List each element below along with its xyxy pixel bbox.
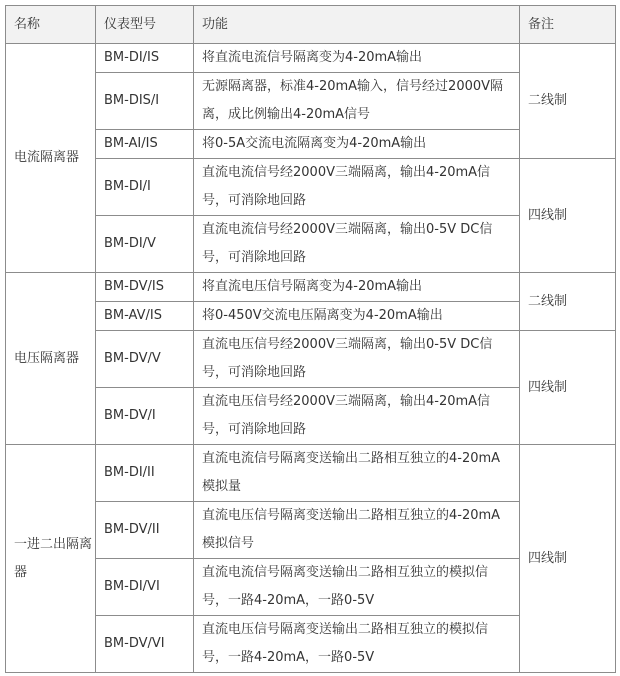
table-row xyxy=(6,44,616,73)
model-cell: BM-DI/IS xyxy=(96,44,194,73)
model-cell: BM-DI/II xyxy=(96,445,194,502)
function-cell: 将0-450V交流电压隔离变为4-20mA输出 xyxy=(194,302,520,331)
function-cell: 将0-5A交流电流隔离变为4-20mA输出 xyxy=(194,130,520,159)
remark-cell: 二线制 xyxy=(520,273,616,331)
model-cell: BM-DV/V xyxy=(96,331,194,388)
function-cell: 直流电压信号隔离变送输出二路相互独立的模拟信号，一路4-20mA，一路0-5V xyxy=(194,616,520,673)
function-cell: 直流电流信号隔离变送输出二路相互独立的模拟信号，一路4-20mA，一路0-5V xyxy=(194,559,520,616)
model-cell: BM-DI/VI xyxy=(96,559,194,616)
model-cell: BM-DV/VI xyxy=(96,616,194,673)
model-cell: BM-DI/I xyxy=(96,159,194,216)
group-name: 一进二出隔离器 xyxy=(6,445,96,673)
group-name: 电压隔离器 xyxy=(6,273,96,445)
function-cell: 将直流电压信号隔离变为4-20mA输出 xyxy=(194,273,520,302)
model-cell: BM-DV/I xyxy=(96,388,194,445)
table-row xyxy=(6,331,616,388)
model-cell: BM-DI/V xyxy=(96,216,194,273)
isolator-table xyxy=(5,5,616,673)
group-name: 电流隔离器 xyxy=(6,44,96,273)
model-cell: BM-DIS/I xyxy=(96,73,194,130)
function-cell: 直流电压信号经2000V三端隔离，输出0-5V DC信号，可消除地回路 xyxy=(194,331,520,388)
header-row xyxy=(6,6,616,44)
table-row xyxy=(6,273,616,302)
table-row xyxy=(6,159,616,216)
function-cell: 直流电流信号经2000V三端隔离，输出0-5V DC信号，可消除地回路 xyxy=(194,216,520,273)
model-cell: BM-DV/II xyxy=(96,502,194,559)
table-row xyxy=(6,445,616,502)
remark-cell: 四线制 xyxy=(520,445,616,673)
header-model: 仪表型号 xyxy=(96,6,194,44)
function-cell: 将直流电流信号隔离变为4-20mA输出 xyxy=(194,44,520,73)
remark-cell: 二线制 xyxy=(520,44,616,159)
function-cell: 直流电流信号经2000V三端隔离，输出4-20mA信号，可消除地回路 xyxy=(194,159,520,216)
header-function: 功能 xyxy=(194,6,520,44)
remark-cell: 四线制 xyxy=(520,331,616,445)
header-remark: 备注 xyxy=(520,6,616,44)
remark-cell: 四线制 xyxy=(520,159,616,273)
model-cell: BM-AV/IS xyxy=(96,302,194,331)
function-cell: 直流电压信号经2000V三端隔离，输出4-20mA信号，可消除地回路 xyxy=(194,388,520,445)
header-name: 名称 xyxy=(6,6,96,44)
function-cell: 无源隔离器，标准4-20mA输入，信号经过2000V隔离，成比例输出4-20mA信号 xyxy=(194,73,520,130)
function-cell: 直流电压信号隔离变送输出二路相互独立的4-20mA模拟信号 xyxy=(194,502,520,559)
model-cell: BM-AI/IS xyxy=(96,130,194,159)
model-cell: BM-DV/IS xyxy=(96,273,194,302)
function-cell: 直流电流信号隔离变送输出二路相互独立的4-20mA模拟量 xyxy=(194,445,520,502)
